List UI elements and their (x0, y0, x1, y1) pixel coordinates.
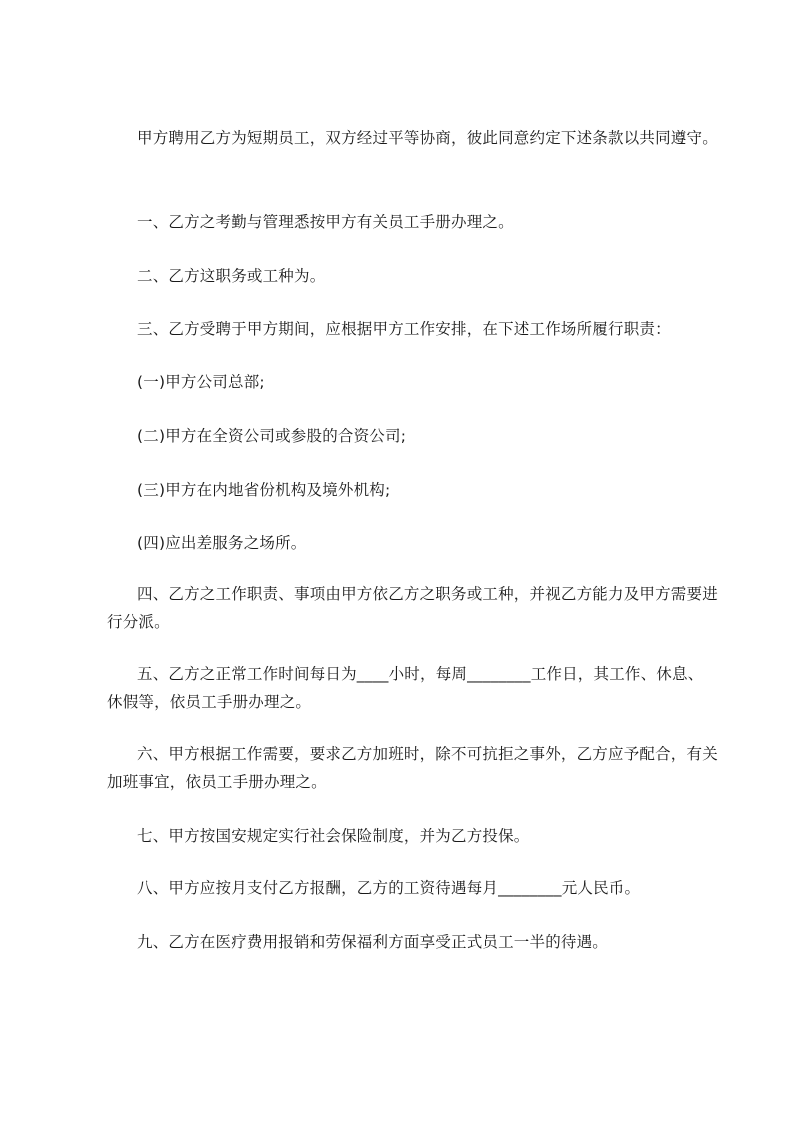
clause-1: 一、乙方之考勤与管理悉按甲方有关员工手册办理之。 (137, 213, 514, 231)
clause-4: 四、乙方之工作职责、事项由甲方依乙方之职务或工种，并视乙方能力及甲方需要进行分派。 (107, 585, 718, 631)
clause-3-item-4: (四)应出差服务之场所。 (137, 534, 307, 552)
clause-2: 二、乙方这职务或工种为。 (137, 267, 326, 285)
clause-8: 八、甲方应按月支付乙方报酬，乙方的工资待遇每月________元人民币。 (137, 879, 641, 897)
clause-3: 三、乙方受聘于甲方期间，应根据甲方工作安排，在下述工作场所履行职责： (137, 320, 671, 338)
clause-6: 六、甲方根据工作需要，要求乙方加班时，除不可抗拒之事外，乙方应予配合，有关加班事宜，依员工手册办理之。 (107, 745, 718, 791)
clause-3-item-2: (二)甲方在全资公司或参股的合资公司; (137, 427, 407, 445)
clause-5: 五、乙方之正常工作时间每日为____小时，每周________工作日，其工作、休息、休假等，依员工手册办理之。 (107, 665, 704, 711)
clause-3-item-1: (一)甲方公司总部; (137, 373, 265, 391)
clause-3-item-3: (三)甲方在内地省份机构及境外机构; (137, 481, 391, 499)
clause-7: 七、甲方按国安规定实行社会保险制度，并为乙方投保。 (137, 827, 530, 845)
intro-paragraph: 甲方聘用乙方为短期员工，双方经过平等协商，彼此同意约定下述条款以共同遵守。 (137, 129, 718, 147)
clause-9: 九、乙方在医疗费用报销和劳保福利方面享受正式员工一半的待遇。 (137, 933, 609, 951)
